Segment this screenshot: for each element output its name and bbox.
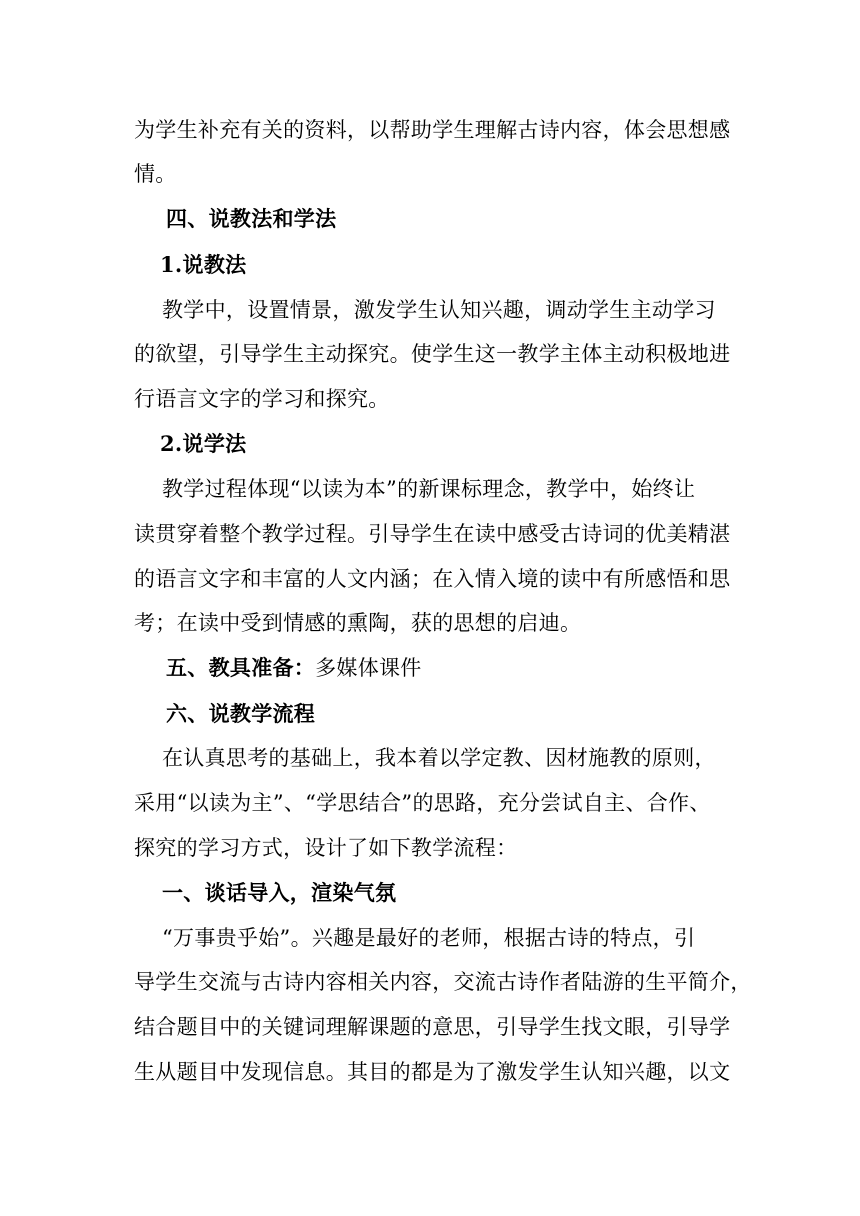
section-heading-inline <box>166 654 422 682</box>
body-line: 结合题目中的关键词理解课题的意思，引导学生找文眼，引导学 <box>134 1015 731 1039</box>
body-line: 探究的学习方式，设计了如下教学流程： <box>134 836 518 860</box>
body-line: 情。 <box>134 162 177 186</box>
body-line: 的欲望，引导学生主动探究。使学生这一教学主体主动积极地进 <box>134 342 731 366</box>
section-heading: 一、谈话导入，渲染气氛 <box>162 880 397 905</box>
body-line: 采用“以读为主”、“学思结合”的思路，充分尝试自主、合作、 <box>134 791 711 815</box>
teaching-aids-value: 多媒体课件 <box>315 656 422 680</box>
body-line: 生从题目中发现信息。其目的都是为了激发学生认知兴趣，以文 <box>134 1060 731 1084</box>
subsection-heading: 2.说学法 <box>160 431 247 456</box>
body-line: 为学生补充有关的资料，以帮助学生理解古诗内容，体会思想感 <box>134 118 731 142</box>
body-line: 的语言文字和丰富的人文内涵；在入情入境的读中有所感悟和思 <box>134 567 731 591</box>
body-line: 读贯穿着整个教学过程。引导学生在读中感受古诗词的优美精湛 <box>134 522 731 546</box>
body-line: 教学过程体现“以读为本”的新课标理念，教学中，始终让 <box>162 477 696 501</box>
section-heading: 五、教具准备： <box>166 655 316 680</box>
body-line: “万事贵乎始”。兴趣是最好的老师，根据古诗的特点，引 <box>162 926 696 950</box>
body-line: 在认真思考的基础上，我本着以学定教、因材施教的原则， <box>162 746 716 770</box>
section-heading: 六、说教学流程 <box>166 701 316 726</box>
body-line: 行语言文字的学习和探究。 <box>134 387 390 411</box>
subsection-heading: 1.说教法 <box>160 252 247 277</box>
body-line: 导学生交流与古诗内容相关内容，交流古诗作者陆游的生平简介， <box>134 970 752 994</box>
body-line: 教学中，设置情景，激发学生认知兴趣，调动学生主动学习 <box>162 298 716 322</box>
section-heading: 四、说教法和学法 <box>166 206 337 231</box>
body-line: 考；在读中受到情感的熏陶，获的思想的启迪。 <box>134 611 582 635</box>
